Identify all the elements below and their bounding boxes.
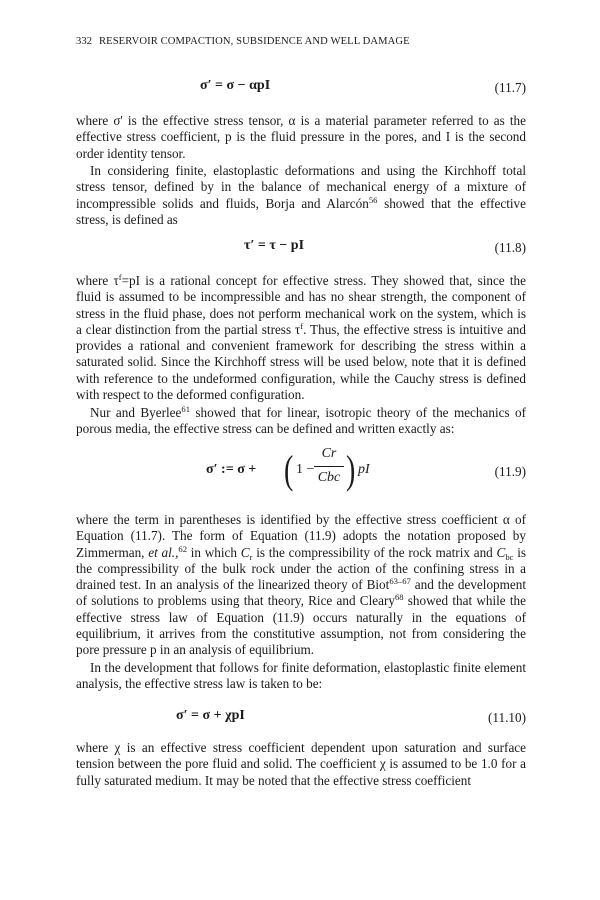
paragraph-text: . Thus, the effective stress is intuitive and provides a rational and convenient framework for describing the stress within a saturated solid. Since the Kirchhoff stress will be used below, note that it is defined with reference to the undeformed configuration, while the Cauchy stress is defined with respect to the deformed configuration. xyxy=(76,321,526,403)
numerator-text: Cr xyxy=(321,446,337,461)
superscript: f xyxy=(118,272,122,282)
paragraph-text: where τ xyxy=(76,273,119,288)
equation-11-8 xyxy=(76,238,526,260)
paragraph-2 xyxy=(76,163,526,228)
running-header xyxy=(76,36,536,47)
paragraph-text: In the development that follows for finite deformation, elastoplastic finite element analysis, the effective stress law is taken to be: xyxy=(76,660,526,692)
paragraph-text: is the compressibility of the rock matrix and xyxy=(252,544,497,560)
citation-ref: 68 xyxy=(394,592,404,603)
fraction-denominator xyxy=(314,470,344,486)
paragraph-text: where χ is an effective stress coefficient dependent upon saturation and surface tension between the pore fluid and solid. The coefficient χ is assumed to be 1.0 for a fully saturated medium. It may be noted that the effective stress coefficient xyxy=(76,740,526,788)
paragraph-text: In considering finite, elastoplastic deformations and using the Kirchhoff total stress tensor, defined by in the balance of mechanical energy of a mixture of incompressible solids and fluids, Borja and Alarcón xyxy=(76,163,526,211)
symbol-cr: C xyxy=(240,544,250,560)
citation-ref: 61 xyxy=(181,404,190,414)
equation-number: (11.7) xyxy=(494,80,526,95)
et-al: et al., xyxy=(148,544,179,560)
paragraph-text: where the term in parentheses is identified by the effective stress coefficient α of Equation (11.7). The form of Equation (11.9) adopts the notation proposed by Zimmerman, xyxy=(76,512,526,560)
paragraph-1 xyxy=(76,113,526,162)
paragraph-3 xyxy=(76,273,526,403)
page-number: 332 xyxy=(76,36,93,47)
paragraph-text: is the compressibility of the bulk rock under the action of the confining stress in a drained test. In an analysis of the linearized theory of Biot xyxy=(76,544,526,593)
paragraph-text: showed that the effective stress, is defined as xyxy=(76,195,526,227)
paragraph-7 xyxy=(76,740,526,789)
equation-number: (11.10) xyxy=(488,710,526,725)
paragraph-5 xyxy=(76,512,526,659)
paragraph-text: =pI is a rational concept for effective stress. They showed that, since the fluid is assumed to be incompressible and has no shear strength, the component of stress in the fluid phase, does not perform mechanical work on the system, which is a clear distinction from the partial stress τ xyxy=(76,273,527,337)
paragraph-text: Nur and Byerlee xyxy=(90,405,182,420)
equation-11-9 xyxy=(76,440,526,500)
fraction-bar xyxy=(314,466,344,467)
citation-ref: 63–67 xyxy=(389,576,411,587)
equation-11-10 xyxy=(76,708,526,730)
fraction xyxy=(314,446,344,486)
equation-number: (11.9) xyxy=(494,464,526,479)
denominator-text: Cbc xyxy=(317,470,341,485)
tail-text: pI xyxy=(358,462,370,477)
running-title: RESERVOIR COMPACTION, SUBSIDENCE AND WELL DAMAGE xyxy=(98,36,410,47)
superscript: f xyxy=(300,320,304,331)
paragraph-4 xyxy=(76,405,526,438)
paragraph-text: where σ' is the effective stress tensor, α is a material parameter referred to as the effective stress coefficient, p is the fluid pressure in the pores, and I is the second order identity tensor. xyxy=(76,113,526,161)
left-paren: ( xyxy=(283,447,294,492)
paragraph-text: showed that for linear, isotropic theory of the mechanics of porous media, the effective stress can be defined and written exactly as: xyxy=(76,405,526,437)
subscript: r xyxy=(249,551,253,562)
fraction-numerator xyxy=(314,446,344,464)
paragraph-text: and the development of solutions to problems using that theory, Rice and Cleary xyxy=(76,577,527,609)
equation-lhs: σ′ := σ + xyxy=(206,462,257,477)
paragraph-text: showed that while the effective stress law of Equation (11.9) occurs naturally in the equations of equilibrium, it arrives from the constitutive assumption, not from considering the pore pressure p in an analysis of equilibrium. xyxy=(76,593,526,658)
subscript: bc xyxy=(505,551,514,562)
paragraph-6 xyxy=(76,660,526,693)
equation-tail xyxy=(358,462,370,478)
citation-ref: 62 xyxy=(178,543,187,554)
equation-expression: τ′ = τ − pI xyxy=(244,238,305,253)
equation-expression: σ′ = σ + χpI xyxy=(176,708,245,723)
equation-number: (11.8) xyxy=(494,240,526,255)
equation-11-7 xyxy=(76,78,526,100)
symbol-cbc: C xyxy=(496,544,506,560)
paragraph-text: in which xyxy=(186,544,241,560)
equation-expression: σ′ = σ − αpI xyxy=(200,78,271,93)
citation-ref: 56 xyxy=(368,194,378,205)
equation-one: 1 − xyxy=(296,462,315,477)
right-paren: ) xyxy=(345,447,356,492)
